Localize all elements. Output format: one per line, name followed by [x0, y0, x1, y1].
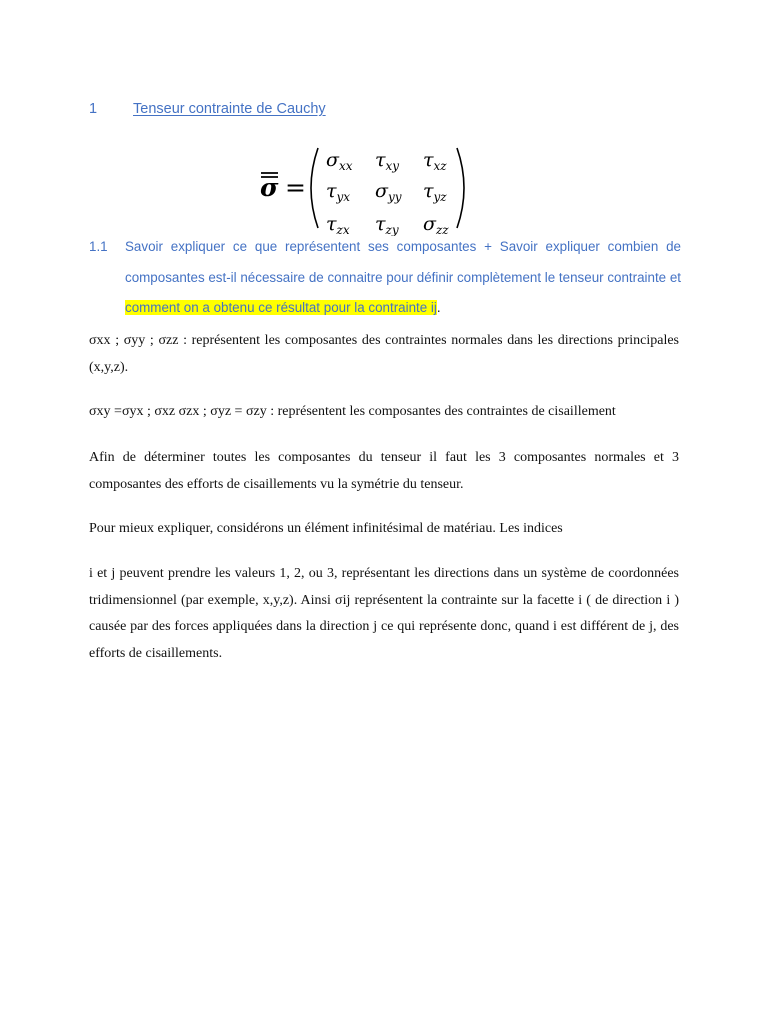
section-number: 1	[89, 101, 98, 117]
highlighted-text: comment on a obtenu ce résultat pour la contrainte ij	[125, 300, 437, 315]
section-title[interactable]: Tenseur contrainte de Cauchy	[133, 101, 326, 117]
paragraph-indices-explanation: i et j peuvent prendre les valeurs 1, 2, ou 3, représentant les directions dans un système de coordonnées tridimensionnel (par exemple, x,y,z). Ainsi σij représentent la contrainte sur la facette i ( de direction i ) causée par des forces appliquées dans la direction j ce qui représente donc, quand i est différent de j, des efforts de cisaillements.	[89, 566, 679, 661]
paragraph-components-count: Afin de déterminer toutes les composantes du tenseur il faut les 3 composantes normales et 3 composantes des efforts de cisaillements vu la symétrie du tenseur.	[89, 450, 679, 492]
subsection-text	[125, 232, 681, 324]
paragraph-explanation-intro: Pour mieux expliquer, considérons un élément infinitésimal de matériau. Les indices	[89, 521, 563, 536]
subsection-heading	[89, 232, 681, 324]
matrix-entry-xz: $\tau_{xz}$	[423, 149, 447, 173]
sigma-symbol: σ	[260, 173, 279, 202]
matrix-entry-zx: $\tau_{zx}$	[326, 213, 350, 236]
matrix-entry-yz: $\tau_{yz}$	[423, 180, 447, 204]
stress-tensor-equation	[258, 140, 468, 236]
left-parenthesis	[311, 148, 318, 228]
matrix-entry-xx: $\sigma_{xx}$	[326, 149, 353, 173]
matrix-entry-yx: $\tau_{yx}$	[326, 180, 351, 204]
matrix-entry-zz: $\sigma_{zz}$	[423, 213, 449, 236]
subsection-end: .	[436, 300, 441, 315]
paragraph-shear-stresses: σxy =σyx ; σxz σzx ; σyz = σzy : représentent les composantes des contraintes de cisaillement	[89, 404, 616, 419]
matrix-entry-zy: $\tau_{zy}$	[375, 213, 399, 236]
paragraph-normal-stresses: σxx ; σyy ; σzz : représentent les composantes des contraintes normales dans les directions principales (x,y,z).	[89, 333, 679, 375]
right-parenthesis	[457, 148, 464, 228]
tensor-matrix	[326, 149, 449, 236]
matrix-entry-yy: $\sigma_{yy}$	[375, 180, 402, 204]
subsection-number: 1.1	[89, 239, 108, 254]
tensor-symbol	[260, 173, 279, 202]
matrix-entry-xy: $\tau_{xy}$	[375, 149, 400, 173]
equals-sign: =	[285, 173, 306, 202]
subsection-question: Savoir expliquer ce que représentent ses composantes + Savoir expliquer combien de composantes est-il nécessaire de connaitre pour définir complètement le tenseur contrainte et	[125, 239, 682, 285]
